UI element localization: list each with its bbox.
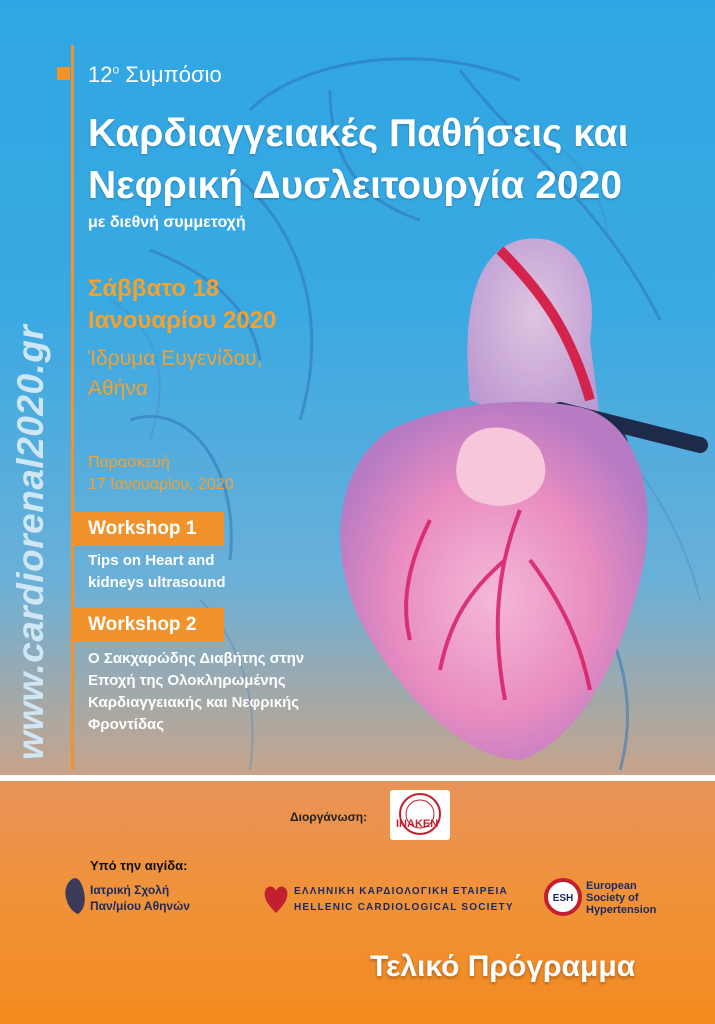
workshop-1-desc-line-1: Tips on Heart and [88, 552, 215, 569]
athena-head-icon [62, 876, 88, 916]
friday-line-2: 17 Ιανουαρίου, 2020 [88, 476, 234, 493]
workshop-2-description [88, 648, 304, 736]
date-line-1: Σάββατο 18 [88, 275, 220, 302]
website-url[interactable]: www.cardiorenal2020.gr [10, 324, 51, 760]
title-line-2: Νεφρική Δυσλειτουργία 2020 [88, 164, 623, 207]
esh-line-2: Society of [586, 892, 639, 904]
university-line-1: Ιατρική Σχολή [90, 883, 170, 897]
workshop-1-label: Workshop 1 [74, 512, 224, 546]
hcs-line-1: ΕΛΛΗΝΙΚΗ ΚΑΡΔΙΟΛΟΓΙΚΗ ΕΤΑΙΡΕΙΑ [294, 886, 508, 897]
workshop-date [88, 452, 234, 496]
date-line-2: Ιανουαρίου 2020 [88, 307, 277, 334]
edition-suffix: ο [112, 62, 120, 77]
workshop-1-description [88, 550, 226, 594]
venue-line-1: Ίδρυμα Ευγενίδου, [88, 347, 263, 370]
aegis-label: Υπό την αιγίδα: [90, 858, 188, 873]
edition-label: Συμπόσιο [125, 62, 222, 87]
cover-bottom [0, 781, 715, 1024]
edition-number: 12 [88, 62, 113, 87]
edition-heading [88, 62, 222, 88]
symposium-date [88, 273, 276, 337]
workshop-2-desc-line-1: Ο Σακχαρώδης Διαβήτης στην [88, 650, 305, 667]
university-name [90, 882, 190, 914]
subtitle: με διεθνή συμμετοχή [88, 214, 246, 231]
esh-name [586, 880, 656, 916]
workshop-2-desc-line-2: Εποχή της Ολοκληρωμένης [88, 672, 286, 689]
symposium-title [88, 108, 628, 212]
organizer-wordmark: INAKEN [396, 818, 439, 830]
esh-badge-text: ESH [552, 893, 574, 904]
workshop-2-desc-line-3: Καρδιαγγειακής και Νεφρικής [88, 694, 300, 711]
organizer-seal-icon [390, 790, 450, 840]
venue [88, 344, 262, 404]
friday-line-1: Παρασκευή [88, 454, 170, 471]
hcs-name [294, 884, 514, 916]
organizer-logo [390, 790, 450, 840]
venue-line-2: Αθήνα [88, 377, 149, 400]
esh-line-1: European [586, 880, 637, 892]
university-line-2: Παν/μίου Αθηνών [90, 899, 190, 913]
workshop-2-desc-line-4: Φροντίδας [88, 716, 165, 733]
accent-vertical-line [71, 45, 74, 770]
organizer-label: Διοργάνωση: [290, 810, 368, 824]
workshop-2-label: Workshop 2 [74, 608, 224, 642]
hcs-heart-icon [262, 881, 290, 915]
hcs-line-2: HELLENIC CARDIOLOGICAL SOCIETY [294, 902, 514, 913]
esh-line-3: Hypertension [586, 904, 657, 916]
accent-square [57, 67, 70, 80]
workshop-1-desc-line-2: kidneys ultrasound [88, 574, 226, 591]
final-program-title: Τελικό Πρόγραμμα [370, 950, 636, 983]
esh-circle-icon [543, 877, 583, 917]
title-line-1: Καρδιαγγειακές Παθήσεις και [88, 112, 629, 155]
